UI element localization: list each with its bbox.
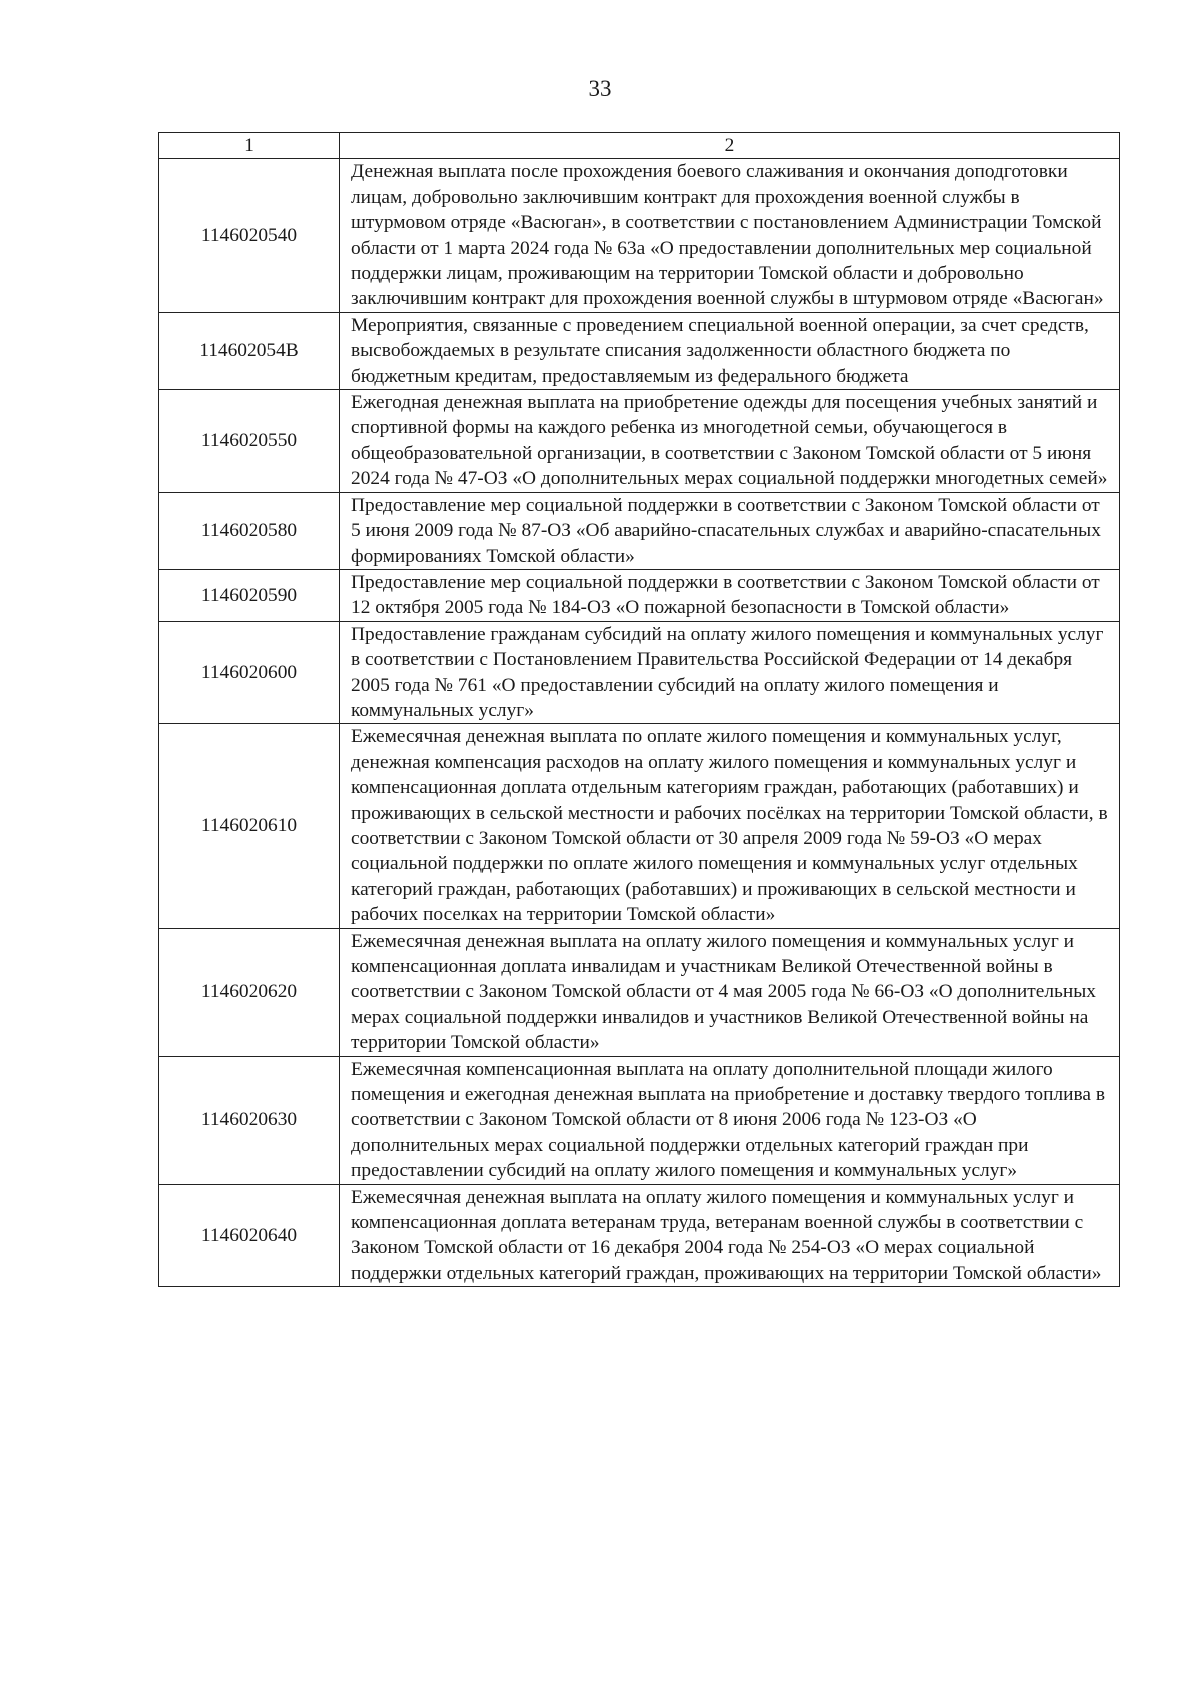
- row-description: Ежегодная денежная выплата на приобретение одежды для посещения учебных занятий и спортивной формы на каждого ребенка из многодетной семьи, обучающегося в общеобразовательной организации, в соответствии с Законом Томской области от 5 июня 2024 года № 47-ОЗ «О дополнительных мерах социальной поддержки многодетных семей»: [340, 390, 1120, 493]
- table-row: [159, 312, 1120, 389]
- row-code: 1146020590: [159, 569, 340, 621]
- row-description: Денежная выплата после прохождения боевого слаживания и окончания доподготовки лицам, добровольно заключившим контракт для прохождения военной службы в штурмовом отряде «Васюган», в соответствии с постановлением Администрации Томской области от 1 марта 2024 года № 63а «О предоставлении дополнительных мер социальной поддержки лицам, проживающим на территории Томской области и добровольно заключившим контракт для прохождения военной службы в штурмовом отряде «Васюган»: [340, 159, 1120, 312]
- row-code: 1146020610: [159, 724, 340, 928]
- table-row: [159, 724, 1120, 928]
- row-code: 1146020640: [159, 1184, 340, 1287]
- row-description: Предоставление гражданам субсидий на оплату жилого помещения и коммунальных услуг в соответствии с Постановлением Правительства Российской Федерации от 14 декабря 2005 года № 761 «О предоставлении субсидий на оплату жилого помещения и коммунальных услуг»: [340, 621, 1120, 724]
- row-description: Предоставление мер социальной поддержки в соответствии с Законом Томской области от 5 июня 2009 года № 87-ОЗ «Об аварийно-спасательных службах и аварийно-спасательных формированиях Томской области»: [340, 492, 1120, 569]
- budget-classification-table: [158, 132, 1120, 1287]
- table-row: [159, 928, 1120, 1056]
- table-row: [159, 621, 1120, 724]
- row-code: 1146020600: [159, 621, 340, 724]
- table-row: [159, 492, 1120, 569]
- table-header-row: [159, 133, 1120, 159]
- row-code: 1146020630: [159, 1056, 340, 1184]
- table-row: [159, 159, 1120, 312]
- row-description: Ежемесячная денежная выплата по оплате жилого помещения и коммунальных услуг, денежная компенсация расходов на оплату жилого помещения и коммунальных услуг и компенсационная доплата отдельным категориям граждан, работающих (работавших) и проживающих в сельской местности и рабочих посёлках на территории Томской области, в соответствии с Законом Томской области от 30 апреля 2009 года № 59-ОЗ «О мерах социальной поддержки по оплате жилого помещения и коммунальных услуг отдельных категорий граждан, работающих (работавших) и проживающих в сельской местности и рабочих поселках на территории Томской области»: [340, 724, 1120, 928]
- table-row: [159, 1184, 1120, 1287]
- table-row: [159, 1056, 1120, 1184]
- row-description: Мероприятия, связанные с проведением специальной военной операции, за счет средств, высвобождаемых в результате списания задолженности областного бюджета по бюджетным кредитам, предоставляемым из федерального бюджета: [340, 312, 1120, 389]
- row-code: 1146020580: [159, 492, 340, 569]
- table-row: [159, 390, 1120, 493]
- row-code: 114602054В: [159, 312, 340, 389]
- header-col-1: 1: [159, 133, 340, 159]
- row-code: 1146020540: [159, 159, 340, 312]
- row-description: Ежемесячная денежная выплата на оплату жилого помещения и коммунальных услуг и компенсационная доплата инвалидам и участникам Великой Отечественной войны в соответствии с Законом Томской области от 4 мая 2005 года № 66-ОЗ «О дополнительных мерах социальной поддержки инвалидов и участников Великой Отечественной войны на территории Томской области»: [340, 928, 1120, 1056]
- row-description: Ежемесячная компенсационная выплата на оплату дополнительной площади жилого помещения и ежегодная денежная выплата на приобретение и доставку твердого топлива в соответствии с Законом Томской области от 8 июня 2006 года № 123-ОЗ «О дополнительных мерах социальной поддержки отдельных категорий граждан при предоставлении субсидий на оплату жилого помещения и коммунальных услуг»: [340, 1056, 1120, 1184]
- row-code: 1146020550: [159, 390, 340, 493]
- table-row: [159, 569, 1120, 621]
- header-col-2: 2: [340, 133, 1120, 159]
- page-number: 33: [588, 76, 612, 101]
- row-description: Предоставление мер социальной поддержки в соответствии с Законом Томской области от 12 октября 2005 года № 184-ОЗ «О пожарной безопасности в Томской области»: [340, 569, 1120, 621]
- row-code: 1146020620: [159, 928, 340, 1056]
- row-description: Ежемесячная денежная выплата на оплату жилого помещения и коммунальных услуг и компенсационная доплата ветеранам труда, ветеранам военной службы в соответствии с Законом Томской области от 16 декабря 2004 года № 254-ОЗ «О мерах социальной поддержки отдельных категорий граждан, проживающих на территории Томской области»: [340, 1184, 1120, 1287]
